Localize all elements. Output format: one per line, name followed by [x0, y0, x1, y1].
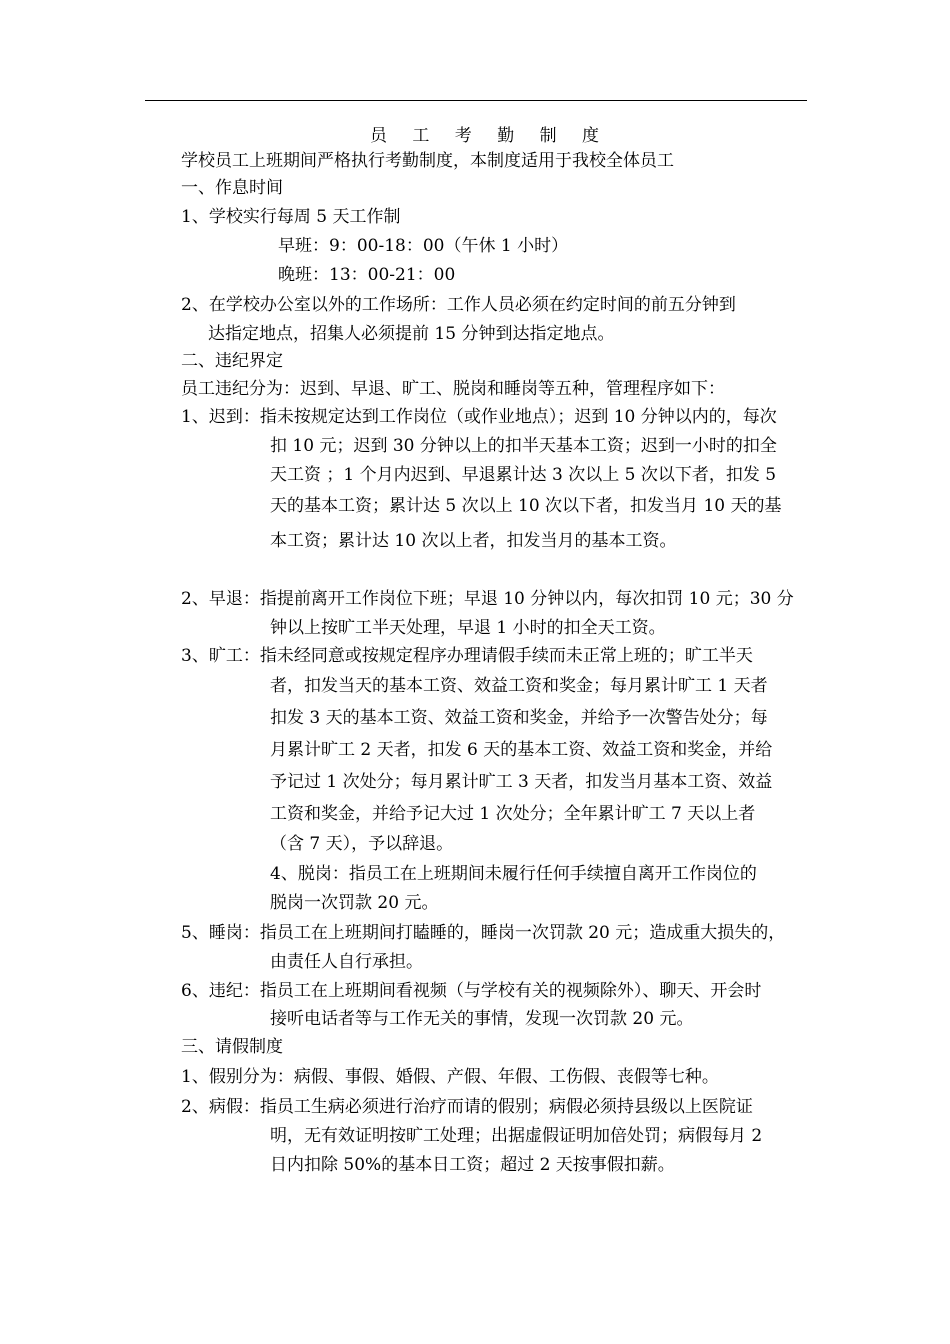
paragraph-line: （含 7 天），予以辞退。 [270, 834, 454, 854]
paragraph-line: 早班：9：00-18：00（午休 1 小时） [278, 236, 569, 256]
header-rule [145, 100, 807, 101]
paragraph-line: 员工违纪分为：迟到、早退、旷工、脱岗和睡岗等五种，管理程序如下： [181, 379, 725, 399]
section-heading: 一、作息时间 [181, 178, 283, 198]
paragraph-line: 日内扣除 50%的基本日工资；超过 2 天按事假扣薪。 [270, 1155, 675, 1175]
paragraph-line: 扣 10 元；迟到 30 分钟以上的扣半天基本工资；迟到一小时的扣全 [270, 436, 777, 456]
paragraph-line: 钟以上按旷工半天处理，早退 1 小时的扣全天工资。 [270, 618, 666, 638]
paragraph-line: 1、迟到：指未按规定达到工作岗位（或作业地点）；迟到 10 分钟以内的，每次 [181, 407, 777, 427]
paragraph-line: 月累计旷工 2 天者，扣发 6 天的基本工资、效益工资和奖金，并给 [270, 740, 773, 760]
paragraph-line: 本工资；累计达 10 次以上者，扣发当月的基本工资。 [270, 531, 677, 551]
paragraph-line: 4、脱岗：指员工在上班期间未履行任何手续擅自离开工作岗位的 [270, 864, 757, 884]
paragraph-line: 由责任人自行承担。 [270, 952, 423, 972]
paragraph-line: 3、旷工：指未经同意或按规定程序办理请假手续而未正常上班的；旷工半天 [181, 646, 753, 666]
paragraph-line: 扣发 3 天的基本工资、效益工资和奖金，并给予一次警告处分；每 [270, 708, 768, 728]
paragraph-line: 者，扣发当天的基本工资、效益工资和奖金；每月累计旷工 1 天者 [270, 676, 768, 696]
paragraph-line: 脱岗一次罚款 20 元。 [270, 893, 439, 913]
paragraph-line: 2、在学校办公室以外的工作场所：工作人员必须在约定时间的前五分钟到 [181, 295, 736, 315]
paragraph-line: 1、学校实行每周 5 天工作制 [181, 207, 401, 227]
paragraph-line: 6、违纪：指员工在上班期间看视频（与学校有关的视频除外）、聊天、开会时 [181, 981, 762, 1001]
paragraph-line: 晚班：13：00-21：00 [278, 265, 456, 285]
section-heading: 三、请假制度 [181, 1037, 283, 1057]
paragraph-line: 达指定地点，招集人必须提前 15 分钟到达指定地点。 [208, 324, 615, 344]
section-heading: 二、违纪界定 [181, 351, 283, 371]
paragraph-line: 天的基本工资；累计达 5 次以上 10 次以下者，扣发当月 10 天的基 [270, 496, 782, 516]
paragraph-line: 工资和奖金，并给予记大过 1 次处分；全年累计旷工 7 天以上者 [270, 804, 756, 824]
paragraph-line: 2、早退：指提前离开工作岗位下班；早退 10 分钟以内，每次扣罚 10 元；30 分 [181, 589, 794, 609]
intro-line: 学校员工上班期间严格执行考勤制度，本制度适用于我校全体员工 [181, 151, 674, 171]
paragraph-line: 2、病假：指员工生病必须进行治疗而请的假别；病假必须持县级以上医院证 [181, 1097, 753, 1117]
document-title: 员 工 考 勤 制 度 [370, 126, 610, 146]
paragraph-line: 明，无有效证明按旷工处理；出据虚假证明加倍处罚；病假每月 2 [270, 1126, 763, 1146]
paragraph-line: 接听电话者等与工作无关的事情，发现一次罚款 20 元。 [270, 1009, 694, 1029]
paragraph-line: 5、睡岗：指员工在上班期间打瞌睡的，睡岗一次罚款 20 元；造成重大损失的， [181, 923, 786, 943]
paragraph-line: 1、假别分为：病假、事假、婚假、产假、年假、工伤假、丧假等七种。 [181, 1067, 719, 1087]
paragraph-line: 天工资 ；1 个月内迟到、早退累计达 3 次以上 5 次以下者，扣发 5 [270, 465, 777, 485]
paragraph-line: 予记过 1 次处分；每月累计旷工 3 天者，扣发当月基本工资、效益 [270, 772, 773, 792]
